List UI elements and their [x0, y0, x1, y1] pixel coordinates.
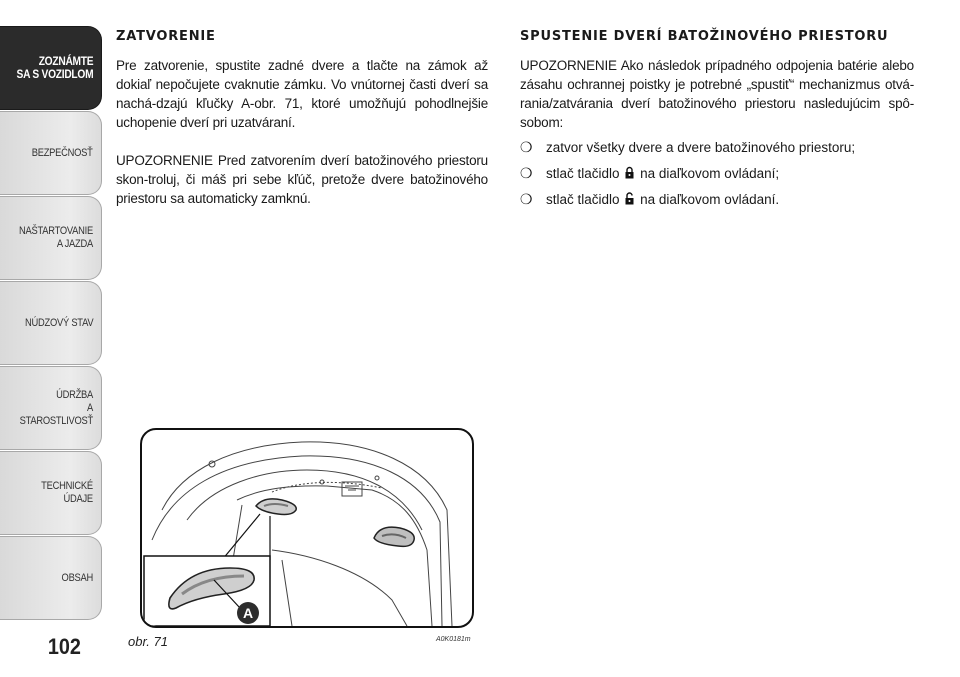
bullet-text [546, 164, 779, 183]
paragraph-release-warning: UPOZORNENIE Ako následok prípadného odpojenia batérie alebo zásahu ochrannej poistky je potrebné „spustiť“ mechanizmus otvá-rania/zatvárania dverí batožinového priestoru nasledujúcim spô-sobom: [520, 58, 914, 130]
page-number: 102 [47, 634, 81, 659]
list-item [520, 164, 914, 183]
tab-technicke-udaje[interactable] [0, 451, 102, 535]
tab-nudzovy-stav[interactable] [0, 281, 102, 365]
section-heading-release: SPUSTENIE DVERÍ BATOŽINOVÉHO PRIESTORU [520, 29, 889, 44]
bullet-text-pre: stlač tlačidlo [546, 166, 620, 181]
bullet-icon: ❍ [520, 191, 533, 207]
tab-label: BEZPEČNOSŤ [32, 146, 93, 159]
list-item [520, 190, 914, 209]
bullet-icon: ❍ [520, 139, 533, 155]
bullet-text-pre: stlač tlačidlo [546, 192, 620, 207]
tab-label: OBSAH [61, 571, 93, 584]
tab-zoznamte-sa-s-vozidlom[interactable] [0, 26, 102, 110]
tab-label: TECHNICKÉ ÚDAJE [41, 480, 93, 505]
tab-label: ZOZNÁMTE SA S VOZIDLOM [16, 54, 93, 81]
tab-nastartovanie-a-jazda[interactable] [0, 196, 102, 280]
callout-a-badge [237, 602, 259, 624]
figure-code: A0K0181m [436, 636, 471, 643]
trunk-lid-illustration [142, 430, 472, 626]
lock-open-icon [625, 192, 634, 205]
handle-upper [256, 499, 296, 515]
callout-a-label: A [242, 605, 254, 621]
paragraph-warning-key: UPOZORNENIE Pred zatvorením dverí batožinového priestoru skon-troluj, či máš pri sebe kľúč, pretože dvere batožinového priestoru sa automaticky zamknú. [116, 153, 488, 206]
tab-bezpecnost[interactable] [0, 111, 102, 195]
chapter-tabs [0, 26, 102, 621]
bullet-text: zatvor všetky dvere a dvere batožinového priestoru; [546, 140, 856, 155]
tab-label: ÚDRŽBA A STAROSTLIVOSŤ [19, 388, 93, 427]
figure-caption: obr. 71 [128, 634, 168, 649]
figure-trunk-handles [140, 428, 474, 628]
lock-closed-icon [625, 166, 634, 179]
tab-udrzba-a-starostlivost[interactable] [0, 366, 102, 450]
bullet-text-post: na diaľkovom ovládaní. [640, 192, 780, 207]
list-item [520, 138, 914, 157]
left-column [116, 27, 488, 227]
paragraph-closing: Pre zatvorenie, spustite zadné dvere a tlačte na zámok až dokiaľ nepočujete cvaknutie zámku. Vo vnútornej časti dverí sa nachá-dzajú kľučky A-obr. 71, ktoré umožňujú pohodlnejšie uchopenie dverí pri uzatváraní. [116, 58, 488, 130]
tab-obsah[interactable] [0, 536, 102, 620]
tab-label: NAŠTARTOVANIE A JAZDA [19, 225, 93, 250]
section-heading-zatvorenie: ZATVORENIE [116, 29, 216, 44]
bullet-icon: ❍ [520, 165, 533, 181]
right-column [520, 27, 914, 216]
tab-label: NÚDZOVÝ STAV [24, 316, 93, 329]
bullet-text-post: na diaľkovom ovládaní; [640, 166, 780, 181]
bullet-text [546, 190, 779, 209]
handle-right [374, 527, 414, 546]
